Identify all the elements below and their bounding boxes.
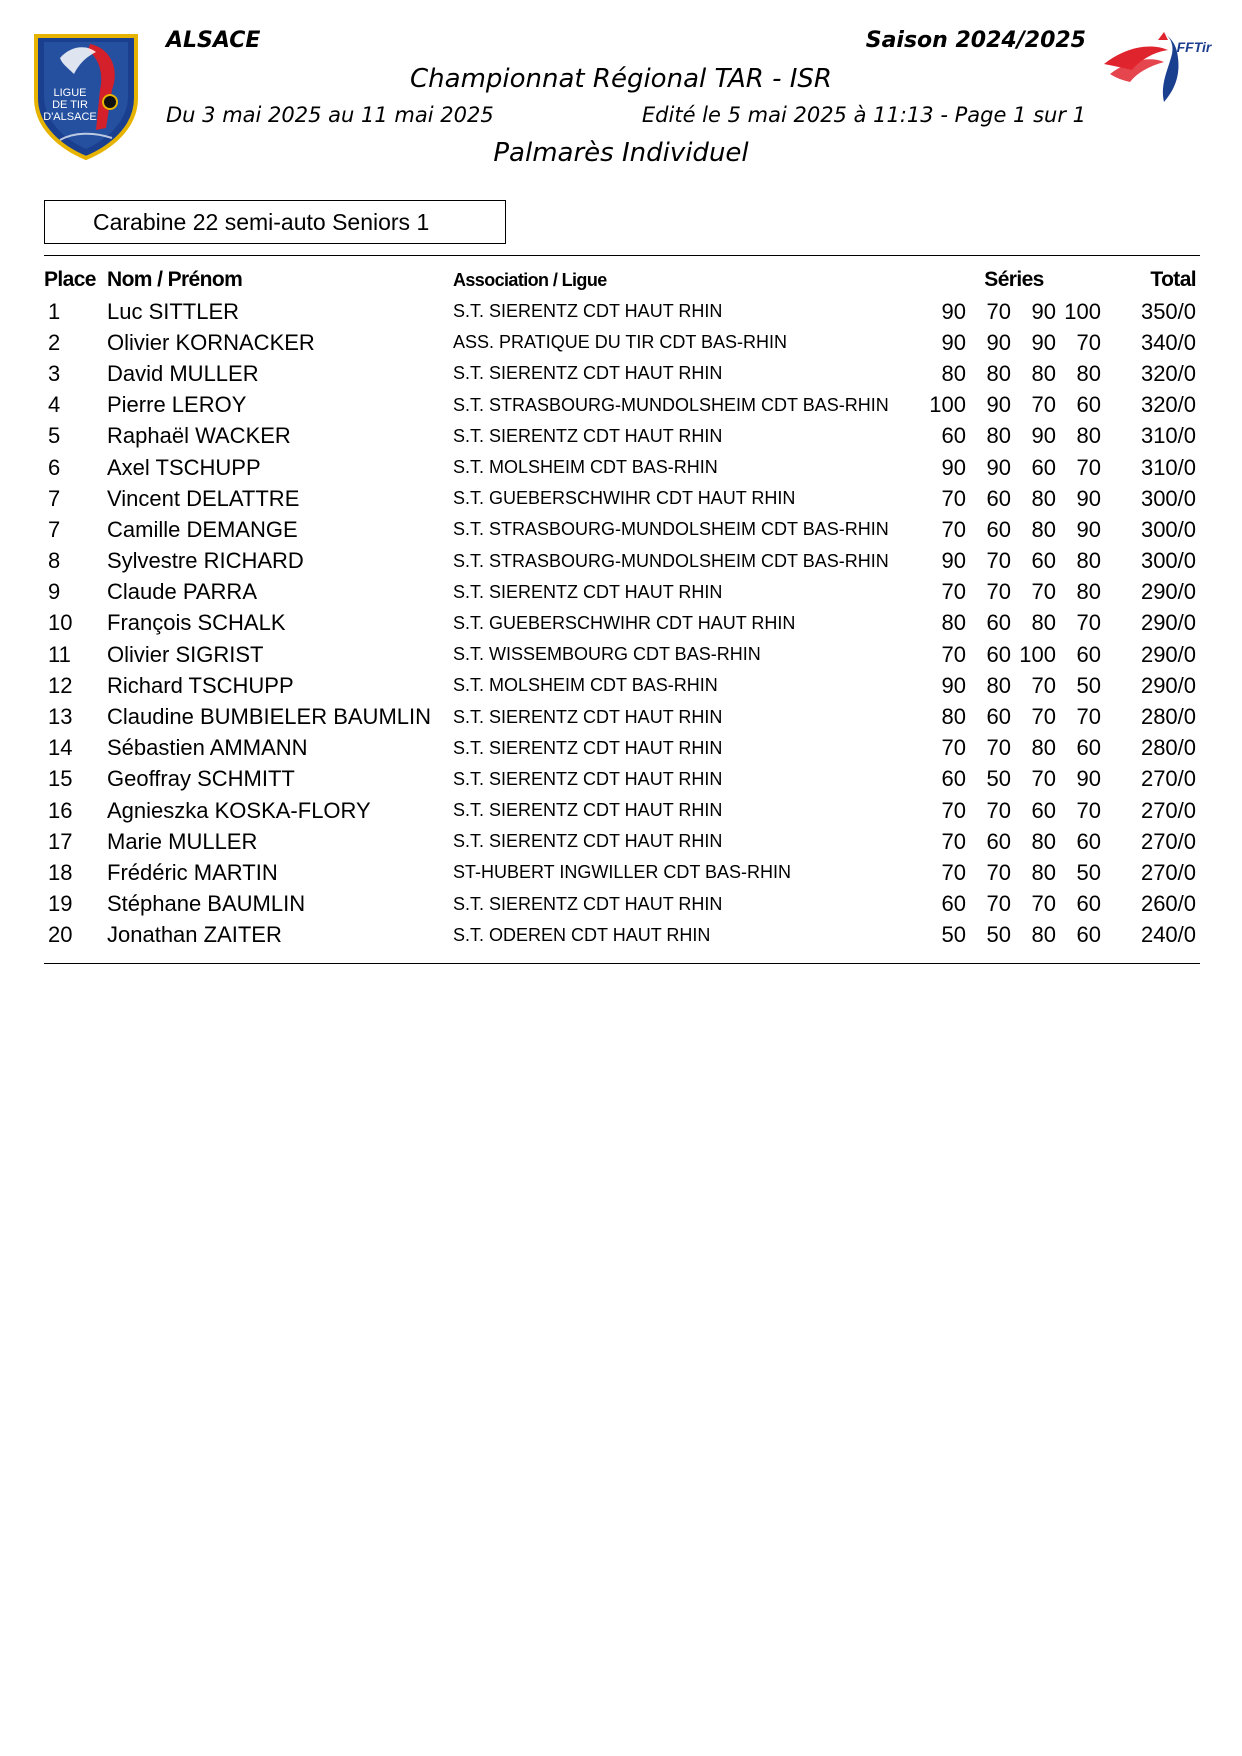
cell-series-3: 100 [1019, 641, 1056, 667]
cell-association: S.T. WISSEMBOURG CDT BAS-RHIN [453, 644, 761, 665]
cell-association: S.T. SIERENTZ CDT HAUT RHIN [453, 363, 723, 384]
table-row [44, 857, 1200, 888]
cell-name: Richard TSCHUPP [107, 672, 294, 698]
cell-place: 20 [48, 922, 73, 948]
cell-total: 280/0 [1140, 704, 1197, 730]
cell-place: 8 [48, 548, 61, 574]
ranking-type-title: Palmarès Individuel [493, 138, 749, 168]
cell-series-4: 60 [1076, 641, 1102, 667]
cell-series-3: 60 [1031, 548, 1056, 574]
table-row [44, 795, 1200, 826]
table-row [44, 546, 1200, 577]
cell-total: 290/0 [1140, 610, 1197, 636]
cell-association: S.T. GUEBERSCHWIHR CDT HAUT RHIN [453, 488, 796, 509]
cell-series-4: 90 [1076, 485, 1102, 511]
cell-series-4: 90 [1076, 516, 1102, 542]
cell-series-3: 70 [1031, 766, 1056, 792]
cell-place: 17 [48, 828, 73, 854]
cell-name: Olivier KORNACKER [107, 329, 315, 355]
cell-total: 300/0 [1140, 516, 1197, 542]
cell-association: S.T. SIERENTZ CDT HAUT RHIN [453, 768, 723, 789]
cell-series-4: 60 [1076, 828, 1102, 854]
header-total: Total [1150, 268, 1197, 291]
cell-association: S.T. SIERENTZ CDT HAUT RHIN [453, 737, 723, 758]
cell-series-2: 70 [986, 579, 1011, 605]
table-row [44, 639, 1200, 670]
cell-series-1: 60 [941, 766, 966, 792]
cell-association: ASS. PRATIQUE DU TIR CDT BAS-RHIN [453, 332, 788, 353]
cell-series-1: 60 [941, 423, 966, 449]
cell-series-3: 90 [1031, 298, 1056, 324]
cell-series-2: 60 [986, 641, 1011, 667]
table-row [44, 670, 1200, 701]
cell-series-1: 70 [941, 516, 966, 542]
cell-place: 18 [48, 859, 73, 885]
cell-series-3: 60 [1031, 797, 1056, 823]
cell-total: 320/0 [1140, 360, 1197, 386]
cell-series-3: 90 [1031, 423, 1056, 449]
cell-name: Agnieszka KOSKA-FLORY [107, 797, 371, 823]
cell-series-2: 90 [986, 392, 1011, 418]
cell-total: 260/0 [1140, 891, 1197, 917]
cell-total: 310/0 [1140, 454, 1197, 480]
cell-series-3: 80 [1031, 516, 1056, 542]
table-row [44, 826, 1200, 857]
cell-total: 270/0 [1140, 828, 1197, 854]
table-row [44, 452, 1200, 483]
cell-series-3: 80 [1031, 859, 1056, 885]
cell-series-1: 100 [929, 392, 966, 418]
cell-name: David MULLER [107, 360, 259, 386]
table-row [44, 483, 1200, 514]
cell-series-4: 60 [1076, 392, 1102, 418]
cell-series-3: 70 [1031, 704, 1056, 730]
table-row [44, 577, 1200, 608]
cell-series-2: 60 [986, 828, 1011, 854]
cell-series-4: 70 [1076, 610, 1102, 636]
cell-series-4: 50 [1076, 672, 1102, 698]
cell-series-2: 90 [986, 454, 1011, 480]
cell-association: S.T. SIERENTZ CDT HAUT RHIN [453, 893, 723, 914]
cell-name: Axel TSCHUPP [107, 454, 261, 480]
cell-total: 290/0 [1140, 672, 1197, 698]
cell-series-4: 60 [1076, 922, 1102, 948]
cell-series-2: 60 [986, 610, 1011, 636]
header-association: Association / Ligue [453, 269, 607, 290]
cell-place: 15 [48, 766, 73, 792]
cell-total: 240/0 [1140, 922, 1197, 948]
cell-series-1: 50 [941, 922, 966, 948]
cell-name: Olivier SIGRIST [107, 641, 264, 667]
cell-series-1: 80 [941, 610, 966, 636]
table-row [44, 358, 1200, 389]
table-bottom-rule [44, 963, 1200, 964]
cell-series-4: 90 [1076, 766, 1102, 792]
cell-place: 13 [48, 704, 73, 730]
cell-series-3: 80 [1031, 360, 1056, 386]
cell-series-4: 80 [1076, 548, 1102, 574]
table-row [44, 390, 1200, 421]
cell-total: 270/0 [1140, 797, 1197, 823]
cell-name: Pierre LEROY [107, 392, 247, 418]
cell-series-2: 90 [986, 329, 1011, 355]
cell-association: S.T. SIERENTZ CDT HAUT RHIN [453, 581, 723, 602]
cell-place: 1 [48, 298, 61, 324]
cell-place: 12 [48, 672, 73, 698]
cell-series-2: 70 [986, 891, 1011, 917]
cell-series-3: 70 [1031, 672, 1056, 698]
cell-series-1: 90 [941, 298, 966, 324]
logo-left-line-2: DE TIR [52, 99, 88, 111]
cell-association: S.T. STRASBOURG-MUNDOLSHEIM CDT BAS-RHIN [453, 550, 889, 571]
category-label: Carabine 22 semi-auto Seniors 1 [93, 208, 430, 235]
cell-place: 7 [48, 485, 61, 511]
cell-name: Geoffray SCHMITT [107, 766, 295, 792]
logo-left-line-3: D'ALSACE [43, 111, 97, 123]
cell-name: Vincent DELATTRE [107, 485, 300, 511]
cell-total: 320/0 [1140, 392, 1197, 418]
edited-info: Edité le 5 mai 2025 à 11:13 - Page 1 sur 1 [641, 103, 1086, 127]
header-place: Place [44, 268, 96, 291]
cell-series-2: 70 [986, 298, 1011, 324]
cell-place: 14 [48, 735, 73, 761]
logo-left-line-1: LIGUE [53, 87, 87, 99]
cell-name: Claudine BUMBIELER BAUMLIN [107, 704, 432, 730]
cell-name: Sylvestre RICHARD [107, 548, 304, 574]
cell-series-2: 50 [986, 766, 1011, 792]
table-row [44, 296, 1200, 327]
cell-series-3: 80 [1031, 610, 1056, 636]
cell-series-1: 70 [941, 859, 966, 885]
cell-total: 280/0 [1140, 735, 1197, 761]
cell-name: Camille DEMANGE [107, 516, 298, 542]
table-row [44, 764, 1200, 795]
cell-series-1: 70 [941, 485, 966, 511]
cell-series-1: 70 [941, 828, 966, 854]
cell-place: 4 [48, 392, 61, 418]
cell-series-1: 90 [941, 329, 966, 355]
cell-association: S.T. STRASBOURG-MUNDOLSHEIM CDT BAS-RHIN [453, 519, 889, 540]
header-series: Séries [984, 268, 1044, 291]
cell-place: 2 [48, 329, 61, 355]
table-row [44, 920, 1200, 951]
cell-name: Stéphane BAUMLIN [107, 891, 306, 917]
cell-series-2: 60 [986, 704, 1011, 730]
cell-series-2: 70 [986, 859, 1011, 885]
cell-name: Marie MULLER [107, 828, 258, 854]
cell-series-4: 80 [1076, 423, 1102, 449]
cell-total: 310/0 [1140, 423, 1197, 449]
cell-series-1: 60 [941, 891, 966, 917]
cell-series-3: 70 [1031, 392, 1056, 418]
cell-series-3: 60 [1031, 454, 1056, 480]
table-header-row [44, 264, 1200, 296]
cell-total: 300/0 [1140, 485, 1197, 511]
cell-place: 7 [48, 516, 61, 542]
table-body [44, 296, 1200, 951]
cell-name: François SCHALK [107, 610, 286, 636]
cell-total: 350/0 [1140, 298, 1197, 324]
cell-association: S.T. MOLSHEIM CDT BAS-RHIN [453, 457, 718, 478]
cell-total: 270/0 [1140, 766, 1197, 792]
cell-series-4: 80 [1076, 360, 1102, 386]
cell-series-1: 80 [941, 360, 966, 386]
cell-place: 5 [48, 423, 61, 449]
cell-association: S.T. ODEREN CDT HAUT RHIN [453, 924, 711, 945]
cell-series-4: 70 [1076, 329, 1102, 355]
cell-series-4: 60 [1076, 891, 1102, 917]
cell-series-3: 70 [1031, 579, 1056, 605]
date-range: Du 3 mai 2025 au 11 mai 2025 [166, 103, 494, 127]
cell-total: 290/0 [1140, 579, 1197, 605]
cell-series-1: 90 [941, 454, 966, 480]
cell-association: ST-HUBERT INGWILLER CDT BAS-RHIN [453, 862, 792, 883]
cell-name: Claude PARRA [107, 579, 257, 605]
cell-association: S.T. STRASBOURG-MUNDOLSHEIM CDT BAS-RHIN [453, 394, 889, 415]
cell-series-2: 80 [986, 423, 1011, 449]
table-top-rule [44, 255, 1200, 256]
cell-total: 340/0 [1140, 329, 1197, 355]
cell-series-2: 60 [986, 485, 1011, 511]
cell-series-1: 70 [941, 579, 966, 605]
cell-series-1: 80 [941, 704, 966, 730]
header-name: Nom / Prénom [107, 268, 243, 291]
table-row [44, 421, 1200, 452]
cell-series-4: 70 [1076, 797, 1102, 823]
cell-series-2: 50 [986, 922, 1011, 948]
cell-place: 3 [48, 360, 61, 386]
cell-series-3: 80 [1031, 922, 1056, 948]
cell-series-2: 80 [986, 360, 1011, 386]
category-box [44, 200, 506, 244]
cell-series-1: 90 [941, 548, 966, 574]
cell-place: 9 [48, 579, 61, 605]
cell-association: S.T. SIERENTZ CDT HAUT RHIN [453, 831, 723, 852]
region-label: ALSACE [166, 28, 261, 53]
cell-series-2: 70 [986, 797, 1011, 823]
cell-total: 290/0 [1140, 641, 1197, 667]
cell-name: Sébastien AMMANN [107, 735, 308, 761]
cell-association: S.T. SIERENTZ CDT HAUT RHIN [453, 800, 723, 821]
cell-total: 300/0 [1140, 548, 1197, 574]
cell-series-1: 70 [941, 641, 966, 667]
cell-place: 10 [48, 610, 73, 636]
season-label: Saison 2024/2025 [865, 28, 1086, 53]
cell-place: 11 [48, 641, 71, 667]
cell-series-3: 80 [1031, 828, 1056, 854]
cell-series-3: 80 [1031, 735, 1056, 761]
cell-association: S.T. MOLSHEIM CDT BAS-RHIN [453, 675, 718, 696]
cell-series-4: 70 [1076, 704, 1102, 730]
table-row [44, 889, 1200, 920]
cell-series-4: 50 [1076, 859, 1102, 885]
cell-name: Luc SITTLER [107, 298, 240, 324]
table-row [44, 701, 1200, 732]
table-row [44, 733, 1200, 764]
cell-series-2: 70 [986, 735, 1011, 761]
cell-series-4: 80 [1076, 579, 1102, 605]
cell-name: Jonathan ZAITER [107, 922, 282, 948]
cell-series-4: 60 [1076, 735, 1102, 761]
cell-series-4: 70 [1076, 454, 1102, 480]
cell-series-1: 70 [941, 797, 966, 823]
cell-series-1: 90 [941, 672, 966, 698]
cell-series-3: 90 [1031, 329, 1056, 355]
table-row [44, 514, 1200, 545]
cell-association: S.T. GUEBERSCHWIHR CDT HAUT RHIN [453, 612, 796, 633]
championship-title: Championnat Régional TAR - ISR [410, 64, 832, 94]
logo-right-text: FFTir [1176, 39, 1212, 55]
cell-series-3: 70 [1031, 891, 1056, 917]
cell-name: Raphaël WACKER [107, 423, 291, 449]
cell-series-2: 60 [986, 516, 1011, 542]
cell-place: 19 [48, 891, 73, 917]
table-row [44, 608, 1200, 639]
cell-association: S.T. SIERENTZ CDT HAUT RHIN [453, 301, 723, 322]
cell-series-2: 80 [986, 672, 1011, 698]
table-row [44, 327, 1200, 358]
cell-series-2: 70 [986, 548, 1011, 574]
cell-association: S.T. SIERENTZ CDT HAUT RHIN [453, 706, 723, 727]
cell-place: 16 [48, 797, 73, 823]
cell-total: 270/0 [1140, 859, 1197, 885]
cell-series-1: 70 [941, 735, 966, 761]
cell-series-3: 80 [1031, 485, 1056, 511]
cell-place: 6 [48, 454, 61, 480]
results-table [44, 264, 1200, 951]
cell-association: S.T. SIERENTZ CDT HAUT RHIN [453, 425, 723, 446]
cell-series-4: 100 [1064, 298, 1102, 324]
cell-name: Frédéric MARTIN [107, 859, 278, 885]
